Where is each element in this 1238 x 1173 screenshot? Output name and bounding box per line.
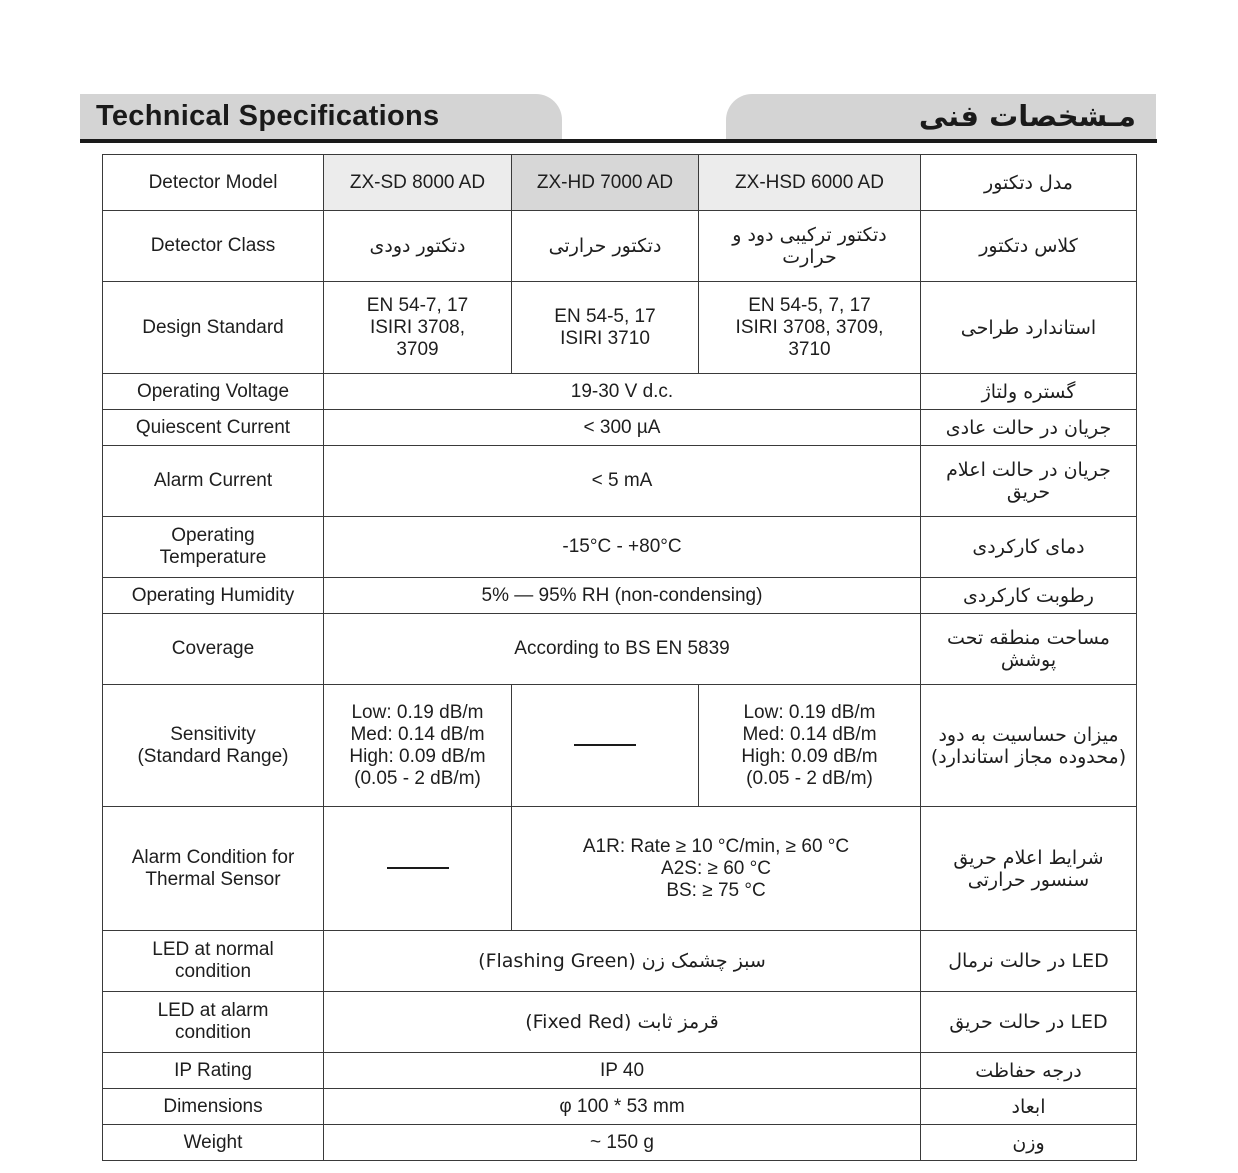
label-fa: کلاس دتکتور bbox=[921, 211, 1137, 282]
label-en: Dimensions bbox=[103, 1089, 324, 1125]
class-hd: دتکتور حرارتی bbox=[512, 211, 699, 282]
ip-value: IP 40 bbox=[324, 1053, 921, 1089]
sensitivity-hd bbox=[512, 685, 699, 807]
table-row-class bbox=[103, 211, 1137, 282]
label-fa: دمای کارکردی bbox=[921, 517, 1137, 578]
not-applicable-dash bbox=[574, 744, 636, 746]
led-alarm-value: قرمز ثابت (Fixed Red) bbox=[324, 992, 921, 1053]
label-en: Weight bbox=[103, 1125, 324, 1161]
table-row-voltage bbox=[103, 374, 1137, 410]
table-row-quiescent bbox=[103, 410, 1137, 446]
label-en: Detector Model bbox=[103, 155, 324, 211]
table-row-standard bbox=[103, 282, 1137, 374]
model-hsd: ZX-HSD 6000 AD bbox=[699, 155, 921, 211]
label-fa: رطوبت کارکردی bbox=[921, 578, 1137, 614]
not-applicable-dash bbox=[387, 867, 449, 869]
table-row-sensitivity bbox=[103, 685, 1137, 807]
table-row-ip bbox=[103, 1053, 1137, 1089]
label-fa: LED در حالت نرمال bbox=[921, 931, 1137, 992]
label-fa: LED در حالت حریق bbox=[921, 992, 1137, 1053]
label-en: Operating Voltage bbox=[103, 374, 324, 410]
alarm-condition-sd bbox=[324, 807, 512, 931]
alarm-current-value: < 5 mA bbox=[324, 446, 921, 517]
page-title-english: Technical Specifications bbox=[96, 100, 440, 132]
label-fa: مساحت منطقه تحت پوشش bbox=[921, 614, 1137, 685]
label-fa: مدل دتکتور bbox=[921, 155, 1137, 211]
label-en: Operating Temperature bbox=[103, 517, 324, 578]
label-fa: میزان حساسیت به دود (محدوده مجاز استاندارد) bbox=[921, 685, 1137, 807]
label-en: Alarm Current bbox=[103, 446, 324, 517]
sensitivity-hsd: Low: 0.19 dB/m Med: 0.14 dB/m High: 0.09 dB/m (0.05 - 2 dB/m) bbox=[699, 685, 921, 807]
label-en: IP Rating bbox=[103, 1053, 324, 1089]
model-sd: ZX-SD 8000 AD bbox=[324, 155, 512, 211]
label-fa: جریان در حالت اعلام حریق bbox=[921, 446, 1137, 517]
label-en: Quiescent Current bbox=[103, 410, 324, 446]
standard-hd: EN 54-5, 17 ISIRI 3710 bbox=[512, 282, 699, 374]
table-row-coverage bbox=[103, 614, 1137, 685]
label-en: Coverage bbox=[103, 614, 324, 685]
model-hd: ZX-HD 7000 AD bbox=[512, 155, 699, 211]
label-en: Operating Humidity bbox=[103, 578, 324, 614]
label-en: Alarm Condition for Thermal Sensor bbox=[103, 807, 324, 931]
label-fa: ابعاد bbox=[921, 1089, 1137, 1125]
temperature-value: -15°C - +80°C bbox=[324, 517, 921, 578]
class-hsd: دتکتور ترکیبی دود و حرارت bbox=[699, 211, 921, 282]
label-en: LED at normal condition bbox=[103, 931, 324, 992]
spec-table bbox=[102, 154, 1137, 1161]
led-normal-value: سبز چشمک زن (Flashing Green) bbox=[324, 931, 921, 992]
table-row-model bbox=[103, 155, 1137, 211]
weight-value: ~ 150 g bbox=[324, 1125, 921, 1161]
page-title-persian: مـشخصات فنی bbox=[918, 99, 1136, 133]
table-row-alarm-condition bbox=[103, 807, 1137, 931]
standard-sd: EN 54-7, 17 ISIRI 3708, 3709 bbox=[324, 282, 512, 374]
class-sd: دتکتور دودی bbox=[324, 211, 512, 282]
dimensions-value: φ 100 * 53 mm bbox=[324, 1089, 921, 1125]
table-row-led-normal bbox=[103, 931, 1137, 992]
label-fa: گستره ولتاژ bbox=[921, 374, 1137, 410]
sensitivity-sd: Low: 0.19 dB/m Med: 0.14 dB/m High: 0.09 dB/m (0.05 - 2 dB/m) bbox=[324, 685, 512, 807]
quiescent-value: < 300 µA bbox=[324, 410, 921, 446]
label-en: Detector Class bbox=[103, 211, 324, 282]
alarm-condition-value: A1R: Rate ≥ 10 °C/min, ≥ 60 °C A2S: ≥ 60 °C BS: ≥ 75 °C bbox=[512, 807, 921, 931]
label-en: Design Standard bbox=[103, 282, 324, 374]
humidity-value: 5% — 95% RH (non-condensing) bbox=[324, 578, 921, 614]
table-row-temperature bbox=[103, 517, 1137, 578]
label-fa: جریان در حالت عادی bbox=[921, 410, 1137, 446]
label-fa: استاندارد طراحی bbox=[921, 282, 1137, 374]
label-fa: شرایط اعلام حریق سنسور حرارتی bbox=[921, 807, 1137, 931]
table-row-humidity bbox=[103, 578, 1137, 614]
table-row-weight bbox=[103, 1125, 1137, 1161]
coverage-value: According to BS EN 5839 bbox=[324, 614, 921, 685]
header-divider bbox=[80, 139, 1157, 143]
table-row-alarm-current bbox=[103, 446, 1137, 517]
label-en: LED at alarm condition bbox=[103, 992, 324, 1053]
table-row-led-alarm bbox=[103, 992, 1137, 1053]
standard-hsd: EN 54-5, 7, 17 ISIRI 3708, 3709, 3710 bbox=[699, 282, 921, 374]
table-row-dimensions bbox=[103, 1089, 1137, 1125]
voltage-value: 19-30 V d.c. bbox=[324, 374, 921, 410]
label-fa: وزن bbox=[921, 1125, 1137, 1161]
label-fa: درجه حفاظت bbox=[921, 1053, 1137, 1089]
label-en: Sensitivity (Standard Range) bbox=[103, 685, 324, 807]
